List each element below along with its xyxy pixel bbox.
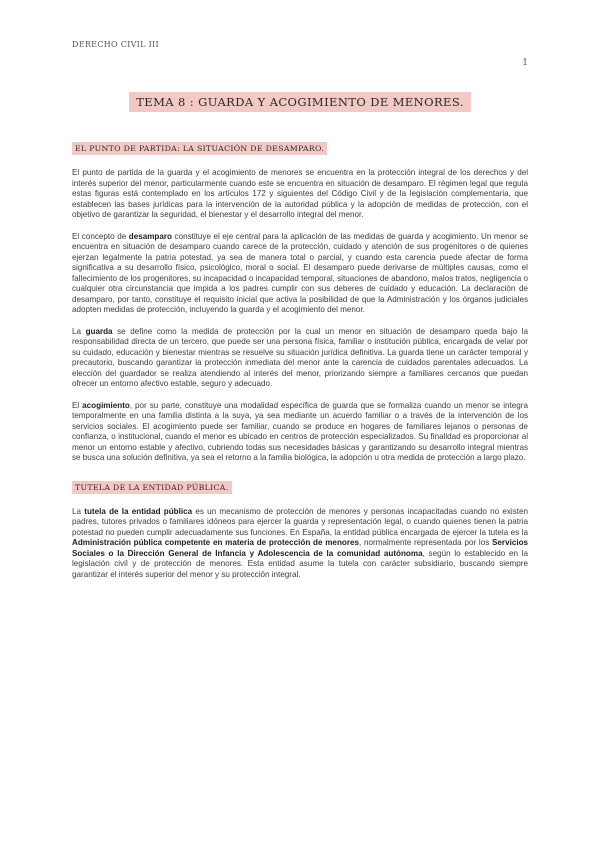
page-number: 1: [522, 58, 528, 68]
section-tutela: [72, 477, 528, 581]
term-desamparo: desamparo: [128, 231, 172, 241]
term-guarda: guarda: [85, 326, 113, 336]
paragraph-tutela: La tutela de la entidad pública es un mecanismo de protección de menores y personas incapacitadas cuando no existen padres, tutores privados o familiares idóneos para ejercer la guarda y representación legal, o cuando quienes tienen la patria potestad no pueden cumplir adecuadamente sus funciones. En España, la entidad pública encargada de ejercer la tutela es la Administración pública competente en materia de protección de menores, normalmente representada por los Servicios Sociales o la Dirección General de Infancia y Adolescencia de la comunidad autónoma, según lo establecido en la legislación civil y de protección de menores. Esta entidad asume la tutela con carácter subsidiario, buscando siempre garantizar el interés superior del menor y su protección integral.: [72, 506, 529, 579]
term-acogimiento: acogimiento: [82, 400, 130, 410]
section-heading-tutela: TUTELA DE LA ENTIDAD PÚBLICA.: [72, 481, 232, 494]
term-servicios-sociales: Servicios Sociales o la Dirección General de Infancia y Adolescencia de la comunidad autónoma: [72, 538, 529, 558]
paragraph-intro: El punto de partida de la guarda y el acogimiento de menores se encuentra en la protección integral de los derechos y del interés superior del menor, particularmente cuando este se encuentra en situación de desamparo. El régimen legal que regula estas figuras está contemplado en los artículos 172 y siguientes del Código Civil y de la legislación complementaria, que establecen las bases jurídicas para la intervención de la autoridad pública y la adopción de medidas de protección, con el objetivo de garantizar la seguridad, el bienestar y el desarrollo integral del menor.: [72, 168, 528, 219]
paragraph-acogimiento: El acogimiento, por su parte, constituye una modalidad específica de guarda que se formaliza cuando un menor se integra temporalmente en una familia distinta a la suya, ya sea mediante un acuerdo familiar o a través de la intervención de los servicios sociales. El acogimiento puede ser familiar, cuando se produce en hogares de familiares lejanos o personas de confianza, o institucional, cuando el menor es ubicado en centros de protección especializados. Su finalidad es proporcionar al menor un entorno estable y afectivo, cubriendo todas sus necesidades básicas y garantizando su desarrollo integral mientras se busca una solución definitiva, ya sea el retorno a la familia biológica, la adopción u otra medida de protección a largo plazo.: [72, 400, 528, 462]
paragraph-desamparo: El concepto de desamparo constituye el eje central para la aplicación de las medidas de guarda y acogimiento. Un menor se encuentra en situación de desamparo cuando carece de la protección, cuidado y atención de sus progenitores o de quienes ejerzan legalmente la patria potestad, ya sea de manera total o parcial, y cuando esta carencia puede afectar de forma significativa a su desarrollo físico, psicológico, moral o social. El desamparo puede derivarse de múltiples causas, como el fallecimiento de los progenitores, su incapacidad o incapacidad temporal, situaciones de abandono, malos tratos, negligencia o cualquier otra circunstancia que impida a los padres cumplir con sus deberes de cuidado y educación. La declaración de desamparo, por tanto, constituye el requisito inicial que activa la posibilidad de que la Administración y los órganos judiciales adopten medidas de protección, incluyendo la guarda y el acogimiento del menor.: [72, 231, 528, 314]
page-title: TEMA 8 : GUARDA Y ACOGIMIENTO DE MENORES.: [129, 92, 471, 112]
term-administracion: Administración pública competente en materia de protección de menores: [72, 538, 359, 547]
paragraph-guarda: La guarda se define como la medida de protección por la cual un menor en situación de desamparo queda bajo la responsabilidad directa de un tercero, que puede ser una persona física, familiar o institución pública, encargada de velar por su cuidado, educación y bienestar mientras se resuelve su situación jurídica definitiva. La guarda tiene un carácter temporal y precautorio, buscando garantizar la protección inmediata del menor ante la carencia de cuidados parentales adecuados. La elección del guardador se realiza atendiendo al interés del menor, priorizando siempre a familiares cercanos que puedan ofrecer un entorno afectivo estable, seguro y adecuado.: [72, 326, 528, 388]
term-tutela: tutela de la entidad pública: [84, 506, 193, 516]
section-heading-desamparo: EL PUNTO DE PARTIDA: LA SITUACIÓN DE DESAMPARO.: [72, 142, 327, 155]
title-wrapper: [0, 92, 600, 112]
running-header: DERECHO CIVIL III: [72, 40, 159, 49]
document-body: [72, 138, 528, 591]
section-desamparo: [72, 138, 528, 464]
